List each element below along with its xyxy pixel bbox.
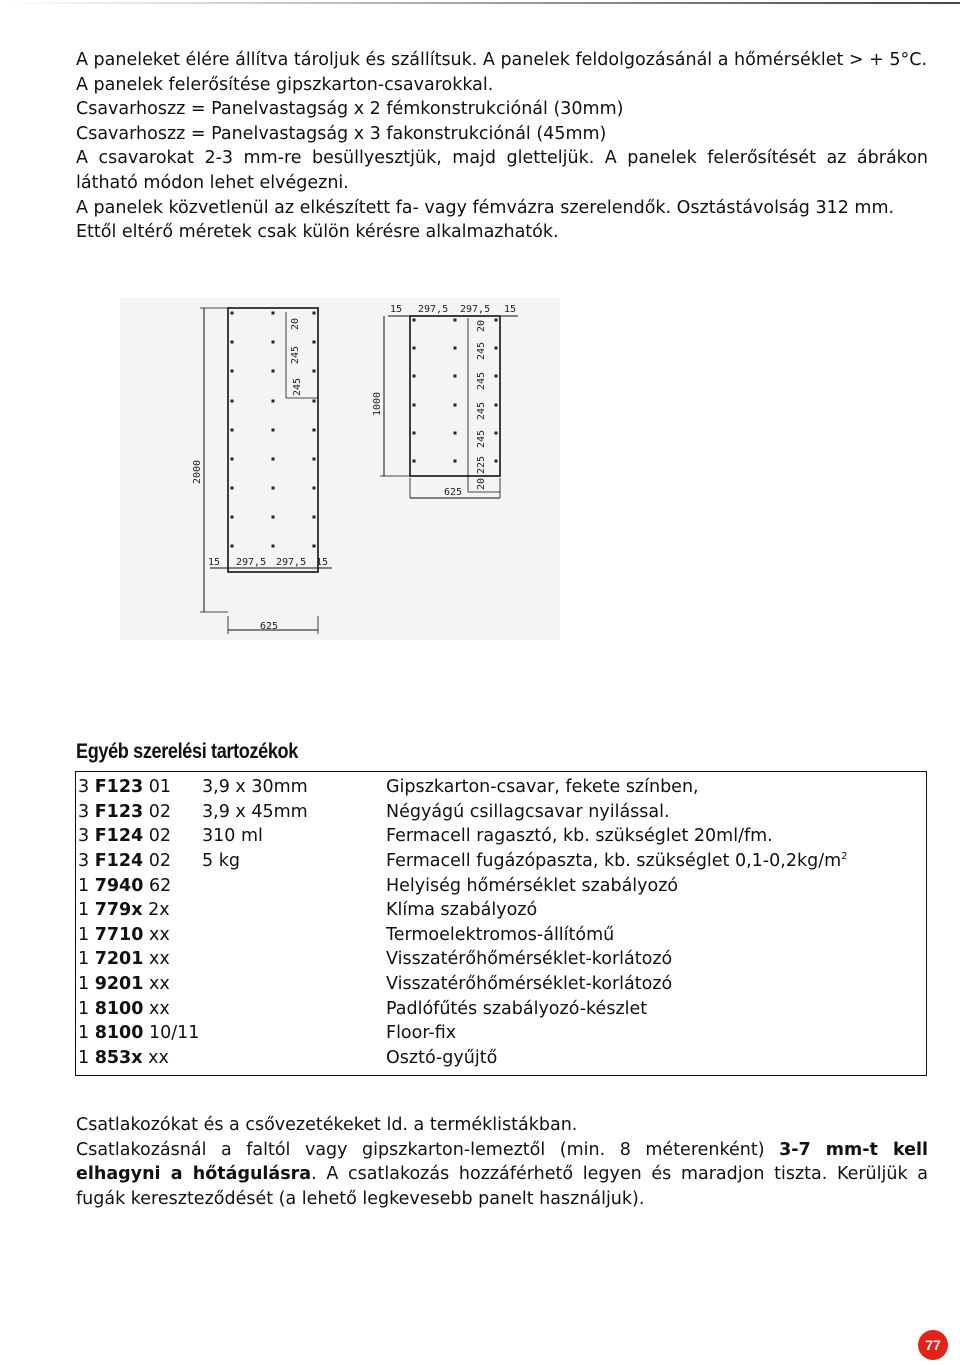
table-row [76, 898, 926, 923]
table-row [76, 800, 926, 825]
product-size: 310 ml [202, 826, 263, 847]
outro-paragraph: Csatlakozásnál a faltól vagy gipszkarton-lemeztől (min. 8 méterenként) 3-7 mm-t kell elhagyni a hőtágulásra. A csatlakozás hozzáférhető legyen és maradjon tiszta. Kerüljük a fugák kereszteződését (a lehető legkevesebb panelt használjuk). [76, 1139, 929, 1209]
screw-point [231, 312, 234, 315]
screw-point [313, 400, 316, 403]
product-description: Gipszkarton-csavar, fekete színben, [386, 777, 699, 798]
screw-point [454, 460, 457, 463]
product-code: 1 9201 xx [78, 974, 170, 995]
table-row [76, 849, 926, 874]
screw-point [231, 516, 234, 519]
product-code: 1 7940 62 [78, 875, 172, 896]
panel-mounting-diagram [120, 298, 560, 640]
screw-point [454, 404, 457, 407]
product-code: 1 7201 xx [78, 949, 170, 970]
screw-point [231, 429, 234, 432]
top-fade-line [0, 0, 960, 8]
intro-line: Csavarhoszz = Panelvastagság x 2 fémkonstrukciónál (30mm) [76, 99, 624, 120]
screw-point [413, 347, 416, 350]
screw-point [231, 400, 234, 403]
table-row [76, 947, 926, 972]
product-size: 3,9 x 45mm [202, 801, 308, 822]
right-side-dim: 245 [476, 371, 487, 390]
product-code: 1 8100 10/11 [78, 1023, 200, 1044]
left-bottom-dim: 297,5 [276, 557, 307, 568]
right-side-dim: 225 [476, 455, 487, 474]
intro-line: A paneleket élére állítva tároljuk és szállítsuk. A panelek feldolgozásánál a hőmérséklet > + 5°C. [76, 50, 928, 70]
right-top-dim: 15 [504, 304, 517, 315]
product-description: Négyágú csillagcsavar nyilással. [386, 801, 670, 822]
product-code: 1 8100 xx [78, 998, 170, 1019]
right-top-dim: 297,5 [460, 304, 491, 315]
screw-point [231, 458, 234, 461]
screw-point [454, 319, 457, 322]
screw-point [272, 312, 275, 315]
screw-point [313, 458, 316, 461]
right-side-dim: 245 [476, 401, 487, 420]
right-top-dim: 297,5 [418, 304, 449, 315]
outro-text [76, 1113, 928, 1211]
product-description: Visszatérőhőmérséklet-korlátozó [386, 949, 673, 970]
screw-point [313, 429, 316, 432]
screw-point [413, 404, 416, 407]
product-code: 1 779x 2x [78, 900, 170, 921]
right-side-dim: 245 [476, 341, 487, 360]
intro-line: A csavarokat 2-3 mm-re besüllyesztjük, majd gletteljük. A panelek felerősítését az ábrákon látható módon lehet elvégezni. [76, 148, 928, 193]
screw-point [272, 487, 275, 490]
accessories-table [75, 771, 927, 1076]
screw-point [313, 370, 316, 373]
intro-line: A panelek felerősítése gipszkarton-csavarokkal. [76, 74, 494, 95]
page-number-badge: 77 [918, 1330, 948, 1360]
right-width-label: 625 [444, 487, 463, 498]
table-row [76, 1046, 926, 1071]
product-description: Visszatérőhőmérséklet-korlátozó [386, 974, 673, 995]
product-code: 3 F124 02 [78, 826, 172, 847]
table-row [76, 824, 926, 849]
product-description: Klíma szabályozó [386, 900, 538, 921]
screw-point [413, 319, 416, 322]
intro-line: A panelek közvetlenül az elkészített fa- vagy fémvázra szerelendők. Osztástávolság 312 mm. [76, 197, 895, 218]
product-description: Fermacell fugázópaszta, kb. szükséglet $0,1-0,2kg/m^2$ [386, 851, 848, 872]
right-side-dim: 245 [476, 429, 487, 448]
left-height-label: 2000 [192, 459, 203, 484]
screw-point [231, 487, 234, 490]
screw-point [413, 460, 416, 463]
right-height-label: 1000 [372, 391, 383, 416]
product-code: 1 853x xx [78, 1047, 169, 1068]
product-code: 3 F123 01 [78, 777, 172, 798]
screw-point [313, 312, 316, 315]
table-row [76, 775, 926, 800]
outro-line: Csatlakozókat és a csővezetékeket ld. a terméklistákban. [76, 1115, 578, 1135]
screw-point [495, 319, 498, 322]
left-top-dim: 245 [290, 345, 301, 364]
screw-point [272, 370, 275, 373]
screw-point [313, 545, 316, 548]
screw-point [413, 375, 416, 378]
left-width-label: 625 [260, 621, 279, 632]
table-row [76, 1021, 926, 1046]
table-row [76, 996, 926, 1021]
product-description: Fermacell ragasztó, kb. szükséglet 20ml/fm. [386, 826, 773, 847]
screw-point [231, 370, 234, 373]
intro-line: Csavarhoszz = Panelvastagság x 3 fakonstrukciónál (45mm) [76, 123, 607, 144]
product-description: Osztó-gyűjtő [386, 1047, 498, 1068]
screw-point [495, 460, 498, 463]
expansion-gap-note: 3-7 mm-t kell elhagyni a hőtágulásra [76, 1139, 928, 1185]
product-description: Floor-fix [386, 1023, 457, 1044]
screw-point [272, 400, 275, 403]
screw-point [272, 458, 275, 461]
product-description: Padlófűtés szabályozó-készlet [386, 998, 648, 1019]
right-top-dim: 15 [390, 304, 403, 315]
screw-point [495, 432, 498, 435]
screw-point [495, 375, 498, 378]
table-row [76, 873, 926, 898]
product-size: 3,9 x 30mm [202, 777, 308, 798]
screw-point [454, 375, 457, 378]
left-bottom-dim: 15 [316, 557, 329, 568]
screw-point [454, 432, 457, 435]
intro-line: Ettől eltérő méretek csak külön kérésre alkalmazhatók. [76, 222, 559, 243]
screw-point [272, 516, 275, 519]
accessories-title: Egyéb szerelési tartozékok [76, 740, 298, 763]
product-size: 5 kg [202, 851, 240, 872]
product-description: Termoelektromos-állítómű [386, 924, 615, 945]
product-code: 3 F124 02 [78, 851, 172, 872]
product-description: Helyiség hőmérséklet szabályozó [386, 875, 679, 896]
left-top-dim: 20 [290, 317, 301, 330]
screw-point [272, 341, 275, 344]
screw-point [313, 341, 316, 344]
screw-point [231, 545, 234, 548]
intro-text [76, 48, 928, 245]
table-row [76, 972, 926, 997]
screw-point [413, 432, 416, 435]
right-side-dim: 20 [476, 477, 487, 490]
screw-point [495, 404, 498, 407]
table-row [76, 923, 926, 948]
product-code: 3 F123 02 [78, 801, 172, 822]
diagram-background [120, 298, 560, 640]
screw-point [313, 487, 316, 490]
screw-point [231, 341, 234, 344]
left-top-dim: 245 [292, 377, 303, 396]
screw-point [313, 516, 316, 519]
screw-point [454, 347, 457, 350]
screw-point [272, 545, 275, 548]
screw-point [495, 347, 498, 350]
right-side-dim: 20 [476, 319, 487, 332]
left-bottom-dim: 15 [208, 557, 221, 568]
product-code: 1 7710 xx [78, 924, 170, 945]
screw-point [272, 429, 275, 432]
left-bottom-dim: 297,5 [236, 557, 267, 568]
